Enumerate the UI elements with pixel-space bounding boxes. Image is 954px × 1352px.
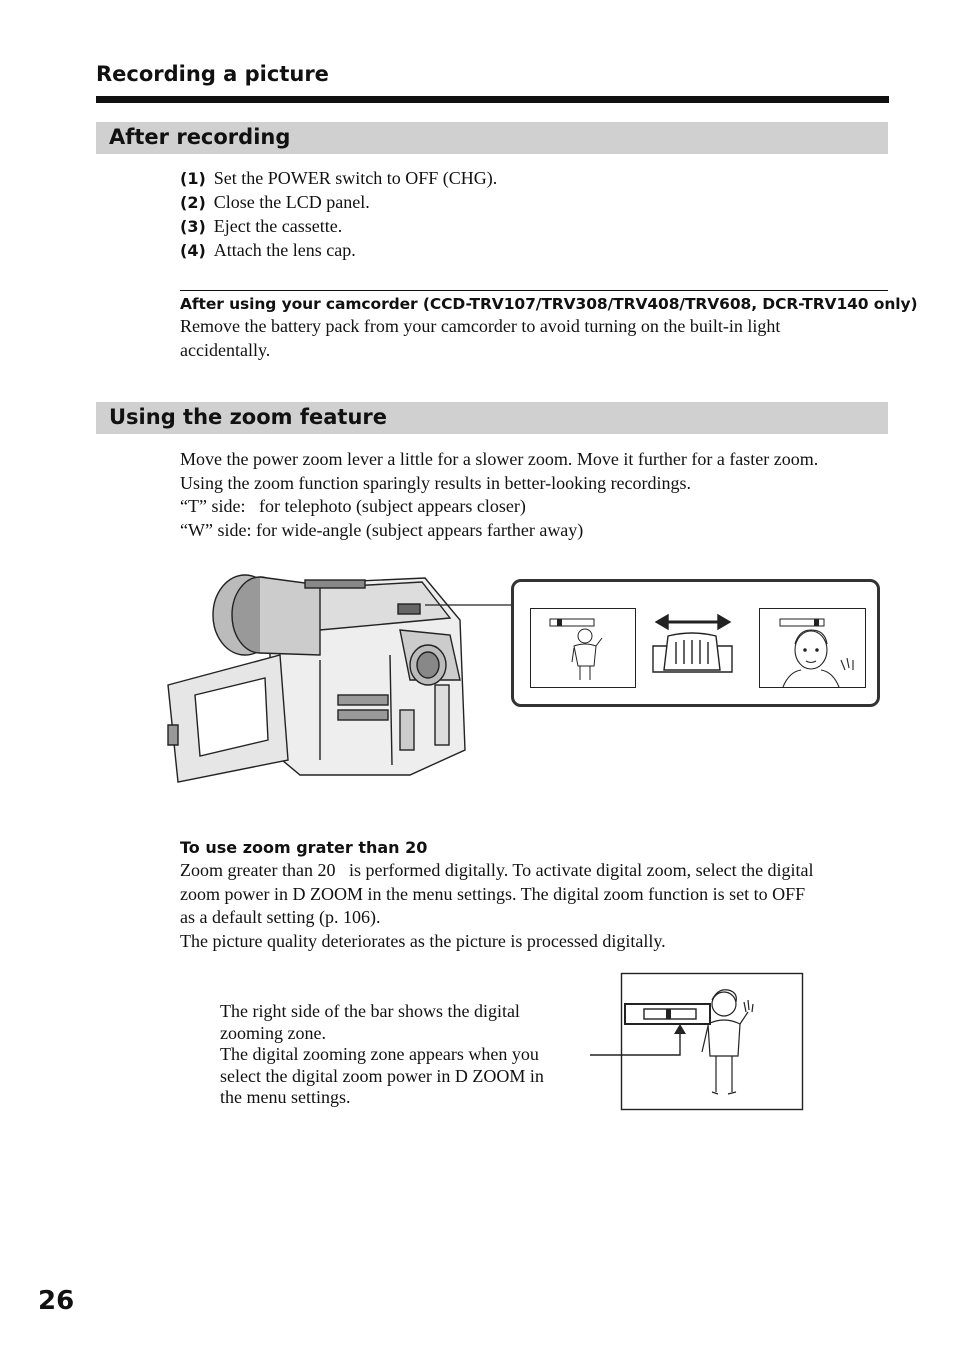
connector-line [425, 600, 515, 610]
after-recording-heading: After recording [109, 125, 291, 149]
step-number: (2) [180, 193, 206, 212]
zoom-line: Move the power zoom lever a little for a slower zoom. Move it further for a faster zoom. [180, 449, 819, 469]
step-2 [180, 192, 370, 213]
caption-line: select the digital zoom power in D ZOOM in [220, 1065, 544, 1086]
note-rule [180, 290, 888, 291]
zoom-description [180, 448, 900, 542]
digital-zoom-line: Zoom greater than 20 is performed digitally. To activate digital zoom, select the digital [180, 860, 814, 880]
digital-zoom-body [180, 859, 900, 953]
note-line: accidentally. [180, 339, 271, 360]
digital-zoom-line: The picture quality deteriorates as the picture is processed digitally. [180, 930, 666, 951]
zoom-line: “T” side: for telephoto (subject appears closer) [180, 496, 526, 516]
step-number: (4) [180, 241, 206, 260]
step-3 [180, 216, 342, 237]
caption-line: The right side of the bar shows the digital [220, 1001, 520, 1021]
note-title: After using your camcorder (CCD-TRV107/TRV308/TRV408/TRV608, DCR-TRV140 only) [180, 295, 918, 313]
wide-angle-frame [530, 608, 636, 688]
section-header: Recording a picture [96, 62, 329, 86]
step-text: Close the LCD panel. [213, 192, 370, 212]
step-number: (3) [180, 217, 206, 236]
caption-line: zooming zone. [220, 1022, 326, 1043]
zoom-lever-icon [650, 612, 735, 674]
camcorder-illustration [160, 560, 490, 790]
digital-zoom-frame [588, 972, 806, 1112]
after-recording-heading-bar [96, 122, 888, 154]
zoom-line: “W” side: for wide-angle (subject appears farther away) [180, 519, 584, 540]
zoom-heading: Using the zoom feature [109, 405, 387, 429]
zoom-line: Using the zoom function sparingly results in better-looking recordings. [180, 472, 692, 493]
step-1 [180, 168, 497, 189]
step-text: Eject the cassette. [213, 216, 343, 236]
step-text: Set the POWER switch to OFF (CHG). [213, 168, 498, 188]
note-body [180, 315, 900, 362]
page-number: 26 [38, 1286, 75, 1316]
digital-zoom-line: zoom power in D ZOOM in the menu settings. The digital zoom function is set to OFF [180, 883, 806, 904]
digital-zoom-heading: To use zoom grater than 20 [180, 838, 428, 857]
digital-zoom-caption [220, 1001, 590, 1109]
step-number: (1) [180, 169, 206, 188]
step-text: Attach the lens cap. [213, 240, 356, 260]
caption-line: the menu settings. [220, 1087, 351, 1107]
note-line: Remove the battery pack from your camcorder to avoid turning on the built-in light [180, 316, 781, 336]
step-4 [180, 240, 356, 261]
digital-zoom-line: as a default setting (p. 106). [180, 907, 381, 927]
telephoto-frame [759, 608, 866, 688]
zoom-heading-bar [96, 402, 888, 434]
caption-line: The digital zooming zone appears when you [220, 1044, 539, 1064]
header-rule [96, 96, 889, 103]
